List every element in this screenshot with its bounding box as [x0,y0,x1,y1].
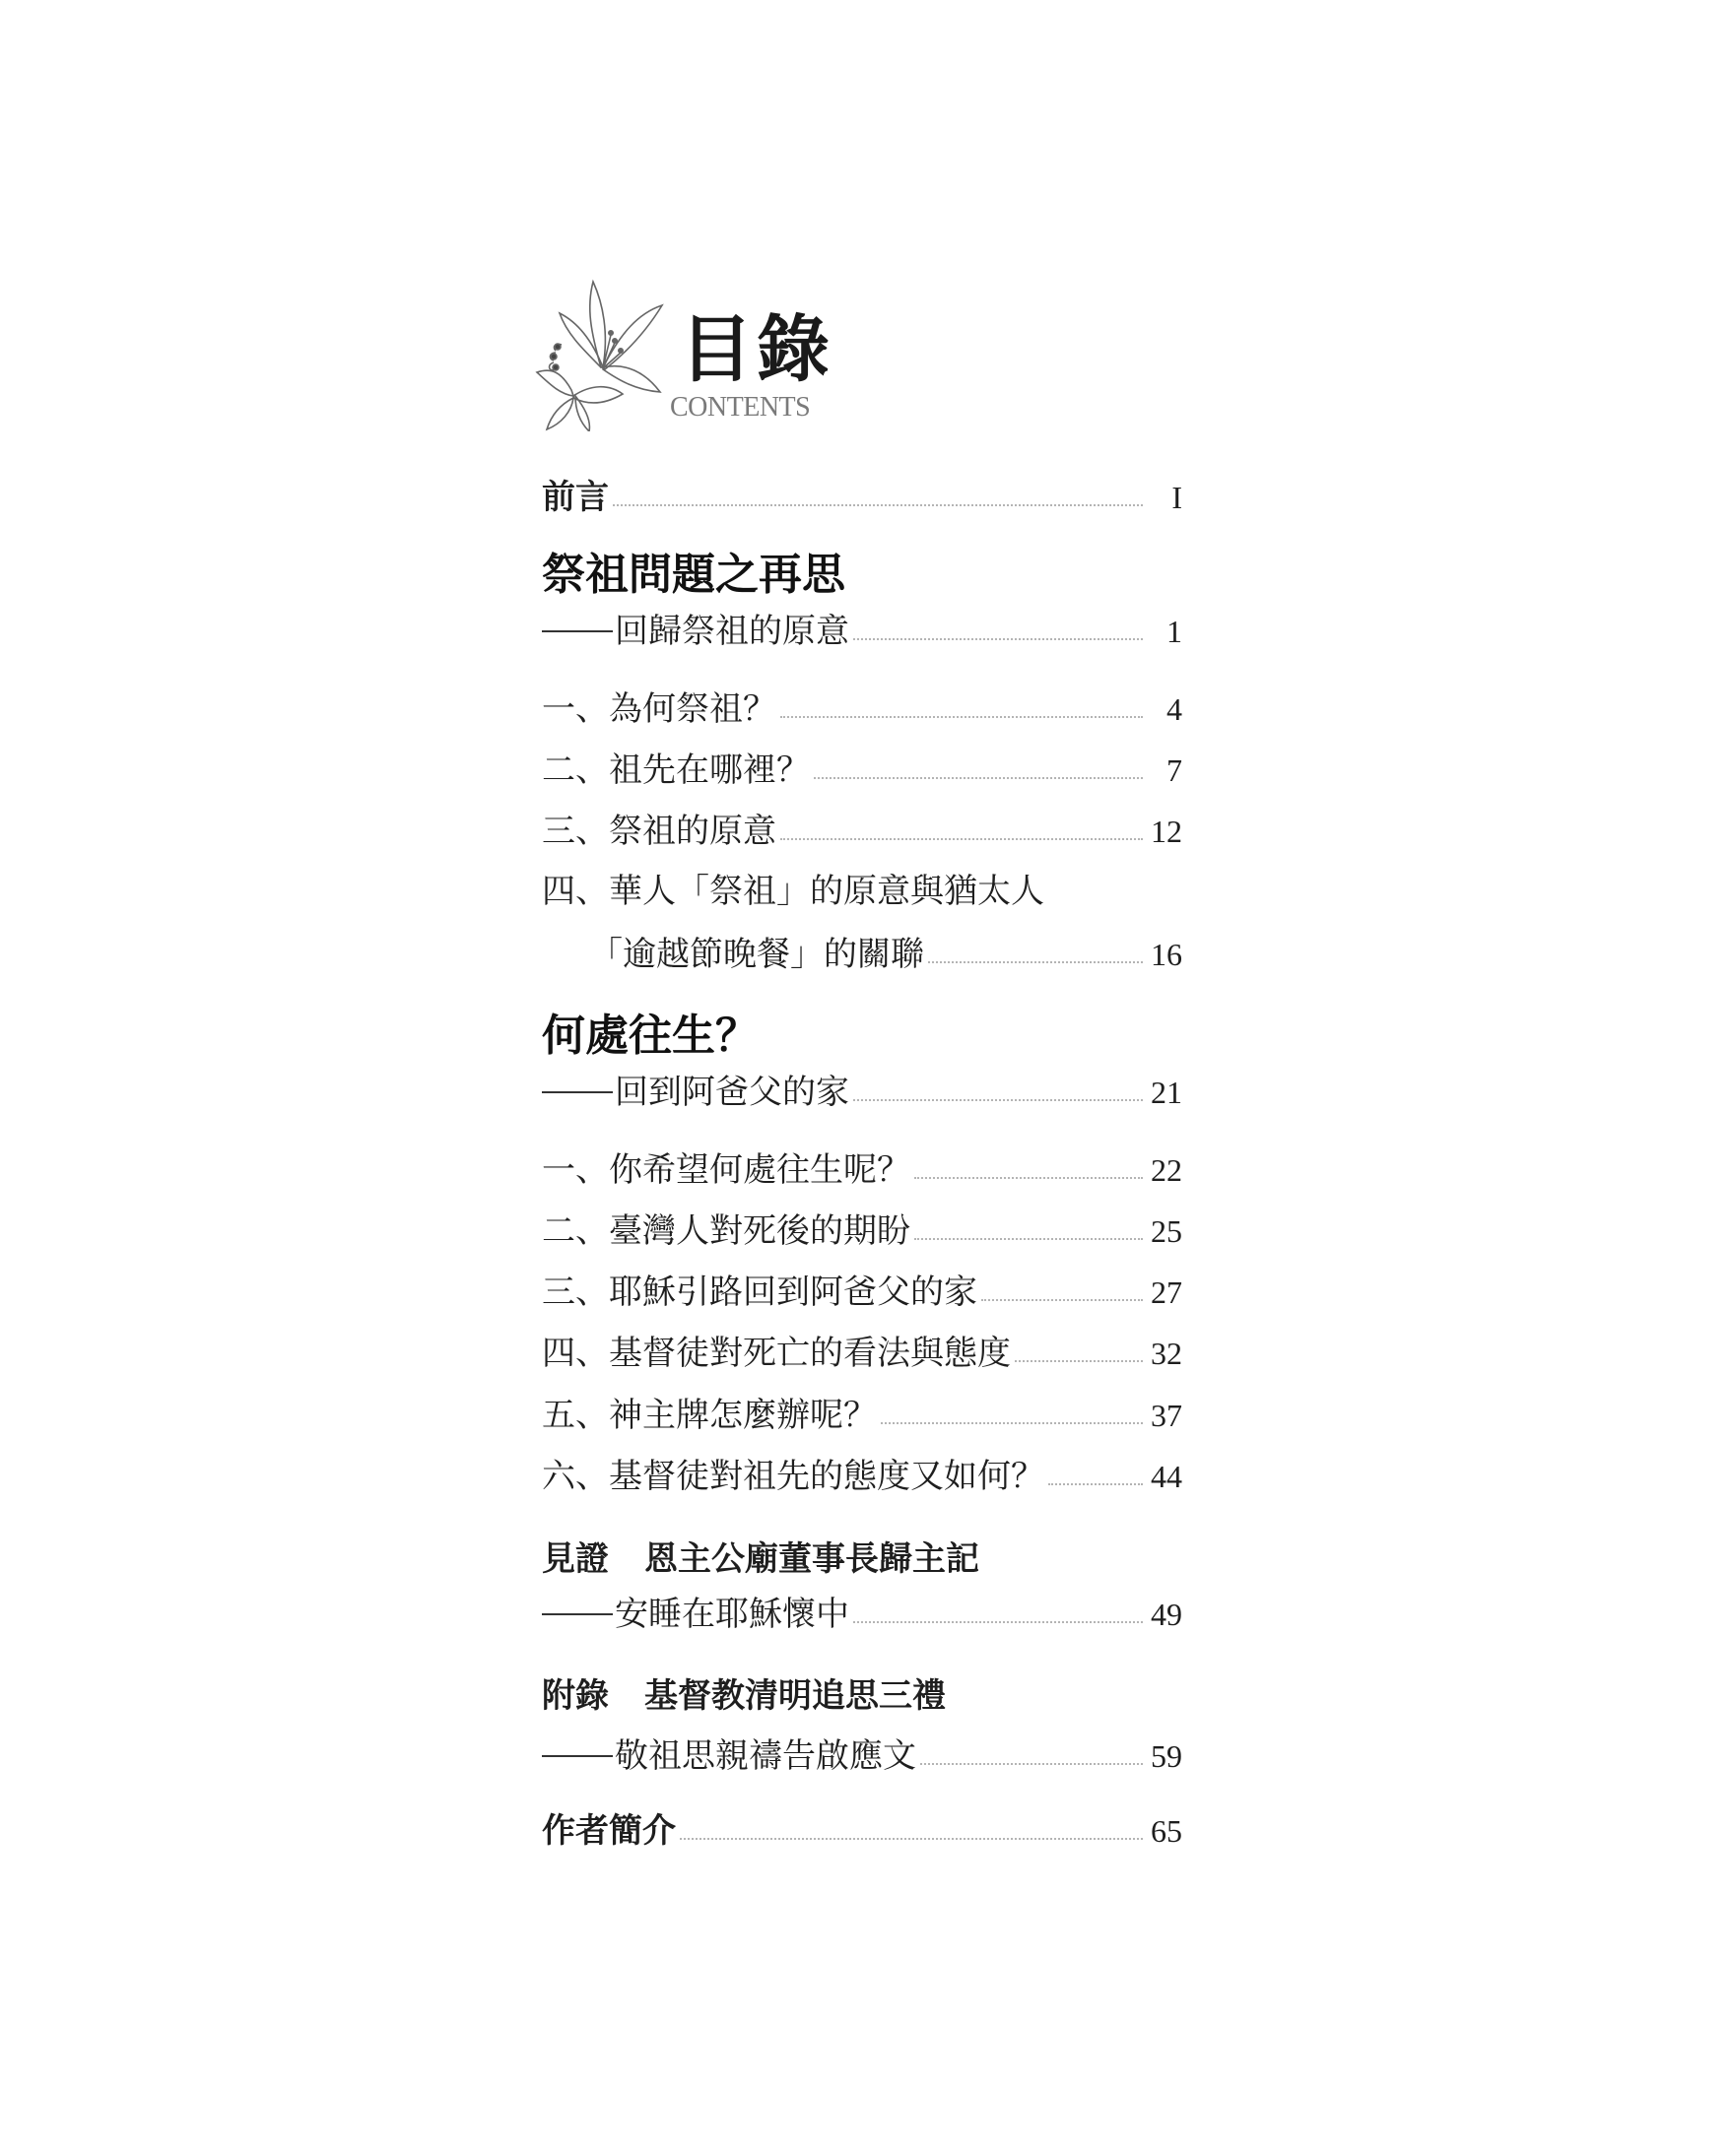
dot-leader [981,1299,1143,1301]
toc-entry-label: 三、耶穌引路回到阿爸父的家 [542,1273,977,1312]
toc-page-number: 21 [1151,1075,1182,1110]
witness-title: 恩主公廟董事長歸主記 [644,1539,979,1579]
dot-leader [814,777,1143,779]
dot-leader [1015,1360,1143,1362]
toc-page-number: 32 [1151,1336,1182,1371]
toc-entry[interactable] [542,812,1182,851]
toc-entry-label: 二、祖先在哪裡？ [542,751,810,790]
section-heading-afterlife[interactable]: 何處往生？ [542,1011,759,1061]
toc-entry[interactable] [542,1150,1182,1190]
toc-entry-item4-line1[interactable]: 四、華人「祭祖」的原意與猶太人 [542,872,1044,911]
toc-entry-section1-subtitle[interactable] [542,612,1182,651]
toc-entry[interactable] [542,1396,1182,1435]
dot-leader [853,1621,1143,1623]
toc-entry[interactable] [542,1273,1182,1312]
lily-flower-icon [532,274,680,431]
toc-entry-label: 敬祖思親禱告啟應文 [615,1736,916,1776]
dot-leader [914,1238,1143,1240]
page-title: 目錄 [680,307,833,392]
dot-leader [613,504,1143,506]
toc-entry[interactable] [542,1211,1182,1251]
dot-leader [881,1422,1143,1424]
dot-leader [928,961,1143,963]
toc-entry-label: 一、你希望何處往生呢？ [542,1150,910,1190]
toc-entry-label: 「逾越節晚餐」的關聯 [589,935,924,974]
toc-entry-appendix-subtitle[interactable] [542,1736,1182,1776]
section-heading-appendix[interactable] [542,1676,946,1716]
dot-leader [853,638,1143,640]
witness-prefix: 見證 [542,1539,609,1579]
toc-page-number: 25 [1151,1213,1182,1249]
toc-entry-label: 安睡在耶穌懷中 [615,1595,849,1634]
toc-entry[interactable] [542,689,1182,729]
toc-entry-label: 前言 [542,478,609,517]
toc-entry-label: 四、基督徒對死亡的看法與態度 [542,1334,1011,1373]
dot-leader [853,1099,1143,1101]
toc-entry-witness-subtitle[interactable] [542,1595,1182,1634]
toc-page-number: I [1171,480,1182,515]
toc-page-number: 4 [1166,691,1182,727]
em-dash [542,1755,613,1757]
section-heading-witness[interactable] [542,1539,979,1579]
em-dash [542,630,613,632]
toc-entry-label: 六、基督徒對祖先的態度又如何？ [542,1457,1044,1496]
toc-entry-author[interactable] [542,1811,1182,1851]
toc-page-number: 22 [1151,1152,1182,1188]
dot-leader [780,716,1143,718]
toc-page-number: 16 [1151,937,1182,972]
toc-entry[interactable] [542,1457,1182,1496]
toc-page-number: 27 [1151,1274,1182,1310]
toc-entry[interactable] [542,1334,1182,1373]
toc-page-number: 7 [1166,752,1182,788]
appendix-title: 基督教清明追思三禮 [644,1676,946,1716]
toc-entry-label: 回歸祭祖的原意 [615,612,849,651]
toc-page-number: 12 [1151,814,1182,849]
toc-entry-label: 二、臺灣人對死後的期盼 [542,1211,910,1251]
dot-leader [1048,1483,1143,1485]
em-dash [542,1613,613,1615]
toc-entry-item4-line2[interactable] [589,935,1182,974]
toc-entry-label: 五、神主牌怎麼辦呢？ [542,1396,877,1435]
toc-entry-label: 三、祭祖的原意 [542,812,776,851]
toc-page-number: 44 [1151,1459,1182,1494]
toc-page-number: 37 [1151,1398,1182,1433]
toc-entry[interactable] [542,751,1182,790]
toc-entry-preface[interactable] [542,478,1182,517]
toc-entry-label: 作者簡介 [542,1811,676,1851]
dot-leader [780,838,1143,840]
dot-leader [680,1838,1143,1840]
toc-page-number: 65 [1151,1813,1182,1849]
toc-entry-section2-subtitle[interactable] [542,1073,1182,1112]
toc-page-number: 1 [1166,614,1182,649]
section-heading-ancestor-worship[interactable]: 祭祖問題之再思 [542,550,845,600]
dot-leader [914,1177,1143,1179]
toc-entry-label: 回到阿爸父的家 [615,1073,849,1112]
dot-leader [920,1763,1143,1765]
toc-page-number: 49 [1151,1597,1182,1632]
page-subtitle: CONTENTS [670,392,811,423]
em-dash [542,1091,613,1093]
toc-page-number: 59 [1151,1738,1182,1774]
toc-entry-label: 一、為何祭祖？ [542,689,776,729]
appendix-prefix: 附錄 [542,1676,609,1716]
